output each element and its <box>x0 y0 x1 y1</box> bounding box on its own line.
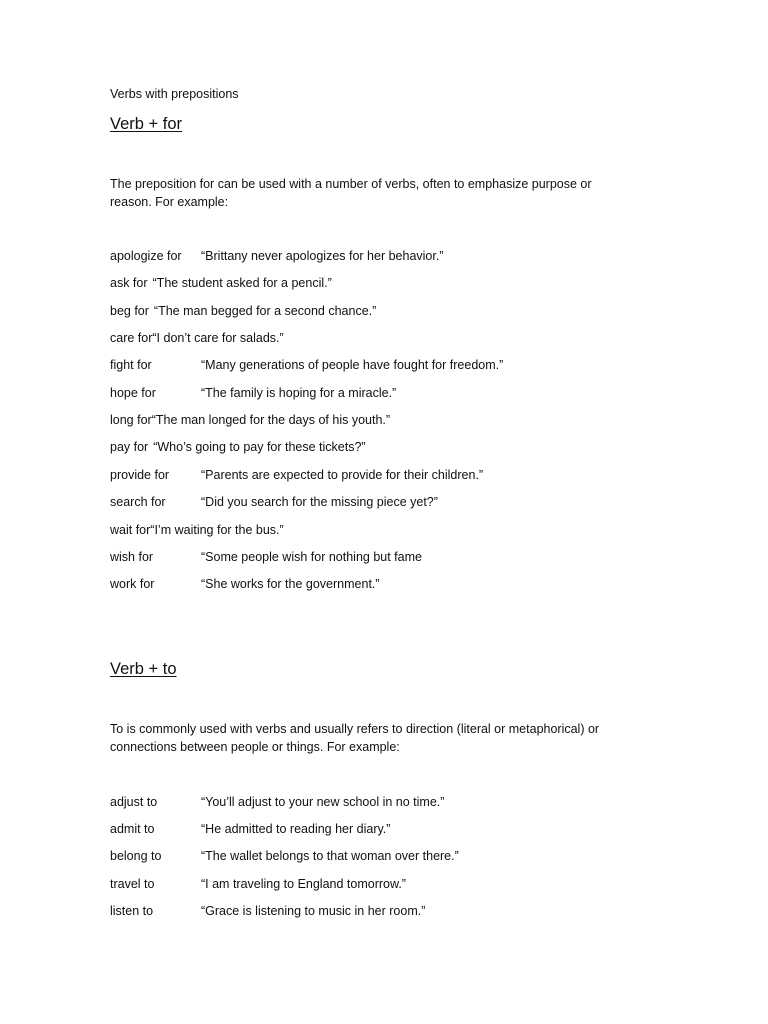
section-heading-verb-to: Verb + to <box>110 660 177 678</box>
verb-phrase: belong to <box>110 849 162 863</box>
list-item <box>110 793 444 811</box>
document-title: Verbs with prepositions <box>110 87 239 101</box>
verb-phrase: search for <box>110 495 166 509</box>
list-item <box>110 575 380 593</box>
verb-phrase: beg for <box>110 304 149 318</box>
list-item <box>110 274 332 292</box>
example-sentence: “She works for the government.” <box>201 577 380 591</box>
example-sentence: “Some people wish for nothing but fame <box>201 550 422 564</box>
verb-phrase: apologize for <box>110 249 182 263</box>
example-sentence: “The man longed for the days of his youth.” <box>151 413 391 427</box>
example-sentence: “You’ll adjust to your new school in no time.” <box>201 795 445 809</box>
example-sentence: “The wallet belongs to that woman over there.” <box>201 849 459 863</box>
verb-phrase: listen to <box>110 904 154 918</box>
list-item <box>110 466 483 484</box>
list-item <box>110 438 366 456</box>
list-item <box>110 329 284 347</box>
list-item <box>110 247 444 265</box>
verb-phrase: wait for <box>110 523 151 537</box>
list-item <box>110 902 425 920</box>
verb-phrase: provide for <box>110 468 170 482</box>
list-item <box>110 384 396 402</box>
list-item <box>110 493 438 511</box>
example-sentence: “I am traveling to England tomorrow.” <box>201 877 406 891</box>
example-sentence: “The family is hoping for a miracle.” <box>201 386 397 400</box>
example-sentence: “I don’t care for salads.” <box>152 331 284 345</box>
verb-phrase: long for <box>110 413 152 427</box>
list-item <box>110 847 459 865</box>
list-item <box>110 820 390 838</box>
list-item <box>110 411 390 429</box>
example-sentence: “I’m waiting for the bus.” <box>150 523 284 537</box>
example-sentence: “Many generations of people have fought for freedom.” <box>201 358 504 372</box>
example-sentence: “Parents are expected to provide for their children.” <box>201 468 484 482</box>
example-sentence: “He admitted to reading her diary.” <box>201 822 391 836</box>
verb-phrase: admit to <box>110 822 155 836</box>
section-intro-verb-to: To is commonly used with verbs and usually refers to direction (literal or metaphorical) or connections between people or things. For example: <box>110 722 600 754</box>
example-sentence: “Who’s going to pay for these tickets?” <box>153 440 366 454</box>
section-heading-verb-for: Verb + for <box>110 115 183 133</box>
verb-phrase: wish for <box>110 550 154 564</box>
list-item <box>110 521 284 539</box>
verb-phrase: hope for <box>110 386 156 400</box>
verb-phrase: adjust to <box>110 795 158 809</box>
verb-phrase: fight for <box>110 358 152 372</box>
example-sentence: “Brittany never apologizes for her behavior.” <box>201 249 444 263</box>
verb-phrase: work for <box>110 577 155 591</box>
section-intro-verb-for: The preposition for can be used with a number of verbs, often to emphasize purpose or reason. For example: <box>110 177 592 209</box>
verb-phrase: ask for <box>110 276 148 290</box>
list-item <box>110 356 503 374</box>
example-sentence: “The man begged for a second chance.” <box>153 304 377 318</box>
list-item <box>110 548 422 566</box>
list-item <box>110 302 376 320</box>
example-sentence: “Grace is listening to music in her room.” <box>201 904 426 918</box>
example-sentence: “The student asked for a pencil.” <box>152 276 332 290</box>
list-item <box>110 875 406 893</box>
example-sentence: “Did you search for the missing piece yet?” <box>201 495 438 509</box>
verb-phrase: care for <box>110 331 153 345</box>
verb-phrase: travel to <box>110 877 155 891</box>
verb-phrase: pay for <box>110 440 149 454</box>
